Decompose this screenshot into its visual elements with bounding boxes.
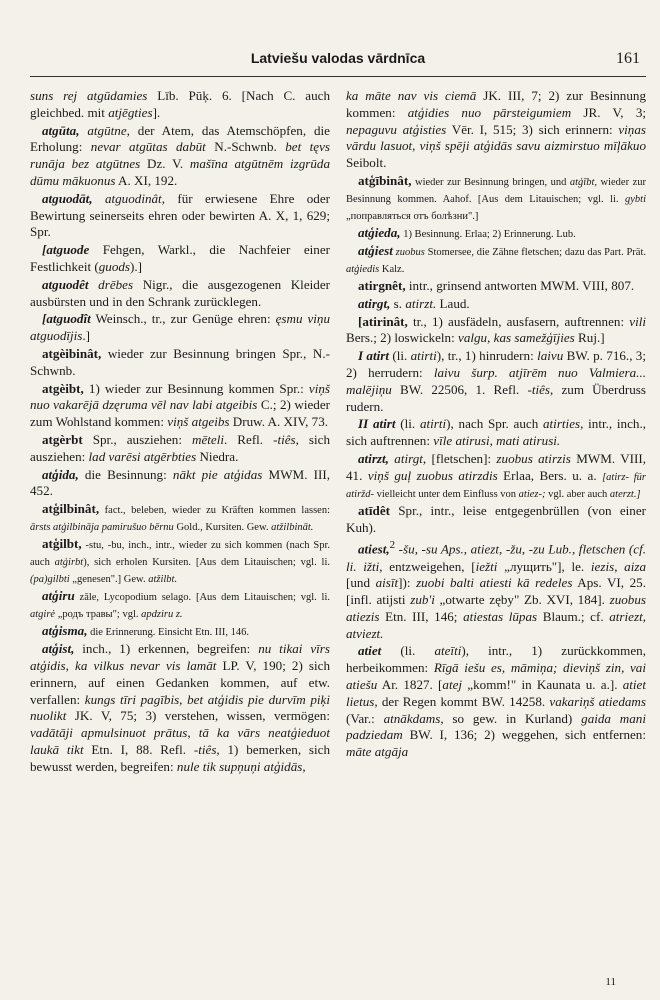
entry-atgerbt: atgèrbt Spr., ausziehen: mēteli. Refl. -tiês, sich ausziehen: lad varēsi atgērbties Niedra. [30, 431, 330, 464]
page-number: 161 [616, 50, 640, 67]
entry-atidet: atīdêt Spr., intr., leise entgegenbrüllen (von einer Kuh). [346, 502, 646, 535]
headword: I atirt [358, 348, 389, 364]
page-header [30, 48, 646, 77]
headword: atģiru [42, 588, 75, 604]
headword: atģībinât, [358, 172, 412, 188]
entry-atguodit: [atguodît Weinsch., tr., zur Genüge ehren: ęsmu viņu atguodījis.] [30, 311, 330, 344]
headword: atgèibt, [42, 380, 84, 396]
headword: atiet [358, 643, 382, 659]
entry-atgilbinat: atģilbinât, fact., beleben, wieder zu Kräften kommen lassen: ārsts atģilbināja pamirušuo bērnu Gold., Kursiten. Gew. atžilbināt. [30, 501, 330, 534]
headword: atgūta, [42, 122, 80, 138]
headword: atguodêt [42, 276, 89, 292]
headword: atgèibinât, [42, 345, 102, 361]
entry-atgisma: atģisma, die Erinnerung. Einsicht Etn. III, 146. [42, 623, 250, 639]
left-column [30, 88, 330, 968]
entry-atgilbt: atģilbt, -stu, -bu, inch., intr., wieder zu sich kommen (nach Spr. auch atģirbt), sich erholen Kursiten. [Aus dem Litauischen; vgl. li. (pa)gilbti „genesen".] Gew. atžilbt. [30, 536, 330, 586]
headword: atīdêt [358, 502, 390, 518]
headword: [atguodît [42, 311, 91, 327]
headword: atģisma, [42, 623, 88, 639]
headword: [atirinât, [358, 313, 408, 329]
headword: atirzt, [358, 450, 389, 466]
headword: atģiest [358, 242, 393, 258]
headword: atirgnêt, [358, 277, 406, 293]
entry-atirzt: atirzt, atirgt, [fletschen]: zuobus atirzis MWM. VIII, 41. viņš guļ zuobus atirzdis Erlaa, Bers. u. a. [atirz- für atiržd- vielleicht unter dem Einfluss von atiez-; vgl. aber auch aterzt.] [346, 450, 646, 500]
entry-ii-atirt: II atirt (li. atirti), nach Spr. auch atirties, intr., inch., sich auftrennen: vīle atirusi, mati atirusi. [346, 416, 646, 449]
entry-atgida: atģida, die Besinnung: nākt pie atģidas MWM. III, 452. [30, 466, 330, 499]
homonym-number: 2 [389, 539, 396, 552]
entry-atirgt: atirgt, s. atirzt. Laud. [358, 295, 470, 311]
entry-atgist: atģist, inch., 1) erkennen, begreifen: nu tikai vīrs atģidis, ka vilkus nevar vis lamāt LP. V, 190; 2) sich erinnern, auf einen Gedanken kommen, auf etw. verfallen: kungs tīri pagībis, bet atģidis pie durvīm piķi nuolikt JK. V, 75; 3) verstehen, wissen, vermögen: vadātāji apmulsinuot prātus, tā ka vārs neatģieduot laukā tikt Etn. I, 88. Refl. -tiês, 1) bemerken, sich bewusst werden, begreifen: nule tik supņuņi atģidās, [30, 641, 330, 774]
entry-atguodat: atguodāt, atguodinât, für erwiesene Ehre oder Bewirtung seinerseits ehren oder bewirten A. X, 1, 629; Spr. [30, 190, 330, 240]
headword: II atirt [358, 416, 396, 432]
entry-atgiru: atģiru zāle, Lycopodium selago. [Aus dem Litauischen; vgl. li. atgirė „родъ травы"; vgl. apdziru z. [30, 588, 330, 621]
headword: atgèrbt [42, 431, 83, 447]
entry-continuation: suns rej atgūdamies Līb. Pūķ. 6. [Nach C. auch gleichbed. mit atjēgties]. [30, 88, 330, 120]
entry-atgeibt: atgèibt, 1) wieder zur Besinnung kommen Spr.: viņš nuo vakarējā dzęruma vēl nav labi atgeibis C.; 2) wieder zum Wohlstand kommen: viņš atgeibs Druw. A. XIV, 73. [30, 380, 330, 430]
entry-i-atirt: I atirt (li. atirti), tr., 1) hinrudern: laivu BW. p. 716., 3; 2) herrudern: laivu šurp. atjīrēm nuo Valmiera... malējiņu BW. 22506, 1. Refl. -tiês, zum Überdruss rudern. [346, 348, 646, 414]
signature-mark: 11 [605, 976, 616, 988]
headword: atģilbt, [42, 536, 82, 552]
headword: atģieda, [358, 224, 401, 240]
columns [30, 88, 646, 968]
entry-atiest: atiest,$^2$ -šu, -su Aps., atiezt, -žu, -zu Lub., fletschen (cf. li. ižti, entzweigehen, [iežti „лущить"], le. iezis, aiza [und aisīt]): zuobi balti atiesti kā redeles Aps. VI, 25. [infl. atijsti zub'i „otwarte zęby" Zb. XVI, 184]. zuobus atiezis Etn. III, 146; atiestas lūpas Blaum.; cf. atriezt, atviezt. [346, 539, 646, 641]
headword: atģilbinât, [42, 501, 100, 517]
entry-atgibinat: atģībinât, wieder zur Besinnung bringen, und atģībt, wieder zur Besinnung kommen. Aahof. [Aus dem Litauischen; vgl. li. gybti „поправляться отъ болѣзни".] [346, 172, 646, 222]
headword: atirgt, [358, 295, 391, 311]
entry-atgieda: atģieda, 1) Besinnung. Erlaa; 2) Erinnerung. Lub. [358, 224, 576, 240]
entry-atguta: atgūta, atgūtne, der Atem, das Atemschöpfen, die Erholung: nevar atgūtas dabūt N.-Schwnb. bet tęvs runāja bez atgūtnes Dz. V. mašīna atgūtnēm izgrūda dūmu mākuonus A. XI, 192. [30, 122, 330, 188]
headword: atiest, [358, 541, 390, 557]
entry-atgiest: atģiest zuobus Stomersee, die Zähne fletschen; dazu das Part. Prät. atģiedis Kalz. [346, 242, 646, 275]
entry-atguode: [atguode Fehgen, Warkl., die Nachfeier einer Festlichkeit (guods).] [30, 242, 330, 274]
entry-atgeibinat: atgèibinât, wieder zur Besinnung bringen Spr., N.-Schwnb. [30, 345, 330, 378]
page-title: Latviešu valodas vārdnīca [250, 50, 426, 66]
headword: [atguode [42, 242, 90, 258]
entry-atirinat: [atirinât, tr., 1) ausfädeln, ausfasern, auftrennen: vili Bers.; 2) loswickeln: valgu, kas samežģījies Ruj.] [346, 313, 646, 346]
right-column [346, 88, 646, 968]
headword: atģida, [42, 466, 79, 482]
entry-atguodet: atguodêt drēbes Nigr., die ausgezogenen Kleider ausbürsten und in den Schrank zurücklegen. [30, 276, 330, 309]
headword: atguodāt, [42, 190, 93, 206]
entry-continuation: ka māte nav vis ciemā JK. III, 7; 2) zur Besinnung kommen: atģidies nuo pārsteigumiem JR. V, 3; nepaguvu atģisties Vēr. I, 515; 3) sich erinnern: viņas vārdu lasuot, viņš spēji atģidās savu aizmirstuo mīļākuo Seibolt. [346, 88, 646, 171]
headword: atģist, [42, 641, 75, 657]
entry-atiet: atiet (li. ateīti), intr., 1) zurückkommen, herbeikommen: Rīgā iešu es, māmiņa; dieviņš zin, vai atiešu Ar. 1827. [atej „komm!" in Kaunata u. a.]. atiet lietus, der Regen kommt BW. 14258. vakariņš atiedams (Var.: atnākdams, so gew. in Kurland) gaida mani padziedam BW. I, 136; 2) weggehen, sich entfernen: māte atgāja [346, 643, 646, 760]
entry-atirgnet: atirgnêt, intr., grinsend antworten MWM. VIII, 807. [358, 277, 635, 293]
